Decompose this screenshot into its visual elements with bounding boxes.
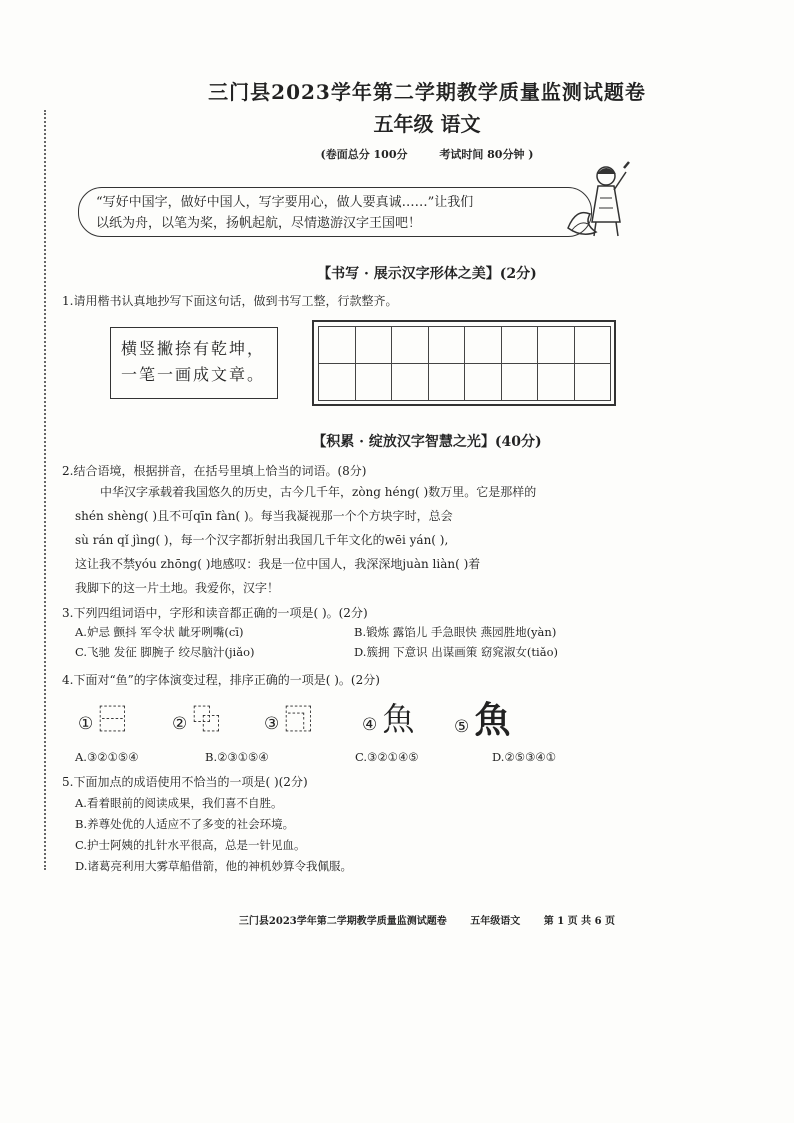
copy-source-box [110,327,278,399]
q5-option-b[interactable]: B.养尊处优的人适应不了多变的社会环境。 [75,817,295,831]
fish-bronze-glyph: ⿻ [192,703,221,736]
glyph-2-label: ② [172,714,188,734]
footer-page-number: 第 1 页 共 6 页 [543,916,616,927]
glyph-2 [172,698,220,738]
writing-grid[interactable] [312,320,616,406]
copy-line-1: 横竖撇捺有乾坤， [121,339,266,358]
q4-option-a[interactable]: A.③②①⑤④ [75,750,139,764]
banner-line-1: “写好中国字，做好中国人，写字要用心，做人要真诚……”让我们 [96,195,474,210]
fish-oracle-glyph: ⿱ [98,703,127,736]
glyph-4-label: ④ [362,715,378,735]
q2-paragraph-line-4: 这让我不禁yóu zhōng( )地感叹：我是一位中国人，我深深地juàn liàn( )着 [75,557,481,571]
q4-option-c[interactable]: C.③②①④⑤ [355,750,419,764]
exam-subtitle: 五年级 语文 [373,112,481,136]
footer-exam-name: 三门县2023学年第二学期教学质量监测试题卷 [238,916,447,927]
glyph-1 [78,698,126,738]
fish-seal-glyph: ⿹ [284,703,313,736]
q5-option-a[interactable]: A.看着眼前的阅读成果，我们喜不自胜。 [75,796,283,810]
fish-clerical-glyph: 魚 [382,700,415,738]
exam-meta [30,146,794,162]
question-1: 1.请用楷书认真地抄写下面这句话，做到书写工整，行款整齐。 [62,294,398,308]
glyph-3 [264,698,312,738]
banner-line-2: 以纸为舟，以笔为桨，扬帆起航，尽情遨游汉字王国吧！ [96,216,422,231]
q4-option-d[interactable]: D.②⑤③④① [492,750,557,764]
fish-regular-glyph: 魚 [474,699,511,741]
question-3: 3.下列四组词语中，字形和读音都正确的一项是( )。(2分) [62,606,368,620]
q2-paragraph-line-3: sù rán qǐ jìng( )，每一个汉字都折射出我国几千年文化的wēi yán( ), [75,533,449,547]
glyph-5-label: ⑤ [454,717,470,737]
intro-banner-text [96,192,616,234]
total-score: (卷面总分 100分 [320,148,408,161]
q3-option-b[interactable]: B.锻炼 露馅儿 手急眼快 燕园胜地(yàn) [354,625,557,639]
writing-grid-cells [318,326,611,401]
footer-grade: 五年级语文 [470,916,521,927]
q3-option-d[interactable]: D.簇拥 下意识 出谋画策 窈窕淑女(tiǎo) [354,645,558,659]
q4-option-b[interactable]: B.②③①⑤④ [205,750,269,764]
q5-option-d[interactable]: D.诸葛亮利用大雾草船借箭，他的神机妙算令我佩服。 [75,859,352,873]
q5-option-c[interactable]: C.护士阿姨的扎针水平很高，总是一针见血。 [75,838,306,852]
q3-option-c[interactable]: C.飞驰 发征 脚腕子 绞尽脑汁(jiǎo) [75,645,255,659]
q2-paragraph-line-5: 我脚下的这一片土地。我爱你，汉字！ [75,581,280,595]
section-accumulation-title: 【积累 · 绽放汉字智慧之光】(40分) [312,434,542,450]
question-5: 5.下面加点的成语使用不恰当的一项是( )(2分) [62,775,308,789]
glyph-4 [362,694,414,740]
copy-line-2: 一笔一画成文章。 [121,365,266,384]
exam-title: 三门县2023学年第二学期教学质量监测试题卷 [208,80,646,104]
glyph-3-label: ③ [264,714,280,734]
exam-time: 考试时间 80分钟 ) [439,148,534,161]
q2-paragraph-line-1: 中华汉字承载着我国悠久的历史，古今几千年，zòng héng( )数万里。它是那样的 [100,485,537,499]
question-2: 2.结合语境，根据拼音，在括号里填上恰当的词语。(8分) [62,464,367,478]
q3-option-a[interactable]: A.妒忌 颤抖 军令状 龇牙咧嘴(cī) [75,625,244,639]
binding-line [44,110,46,870]
q2-paragraph-line-2: shén shèng( )且不可qīn fàn( )。每当我凝视那一个个方块字时，总会 [75,509,453,523]
calligrapher-illustration [566,158,634,240]
question-4: 4.下面对“鱼”的字体演变过程，排序正确的一项是( )。(2分) [62,673,380,687]
glyph-5 [454,692,510,743]
section-writing-title: 【书写 · 展示汉字形体之美】(2分) [317,266,537,282]
glyph-1-label: ① [78,714,94,734]
page-footer [30,912,794,927]
